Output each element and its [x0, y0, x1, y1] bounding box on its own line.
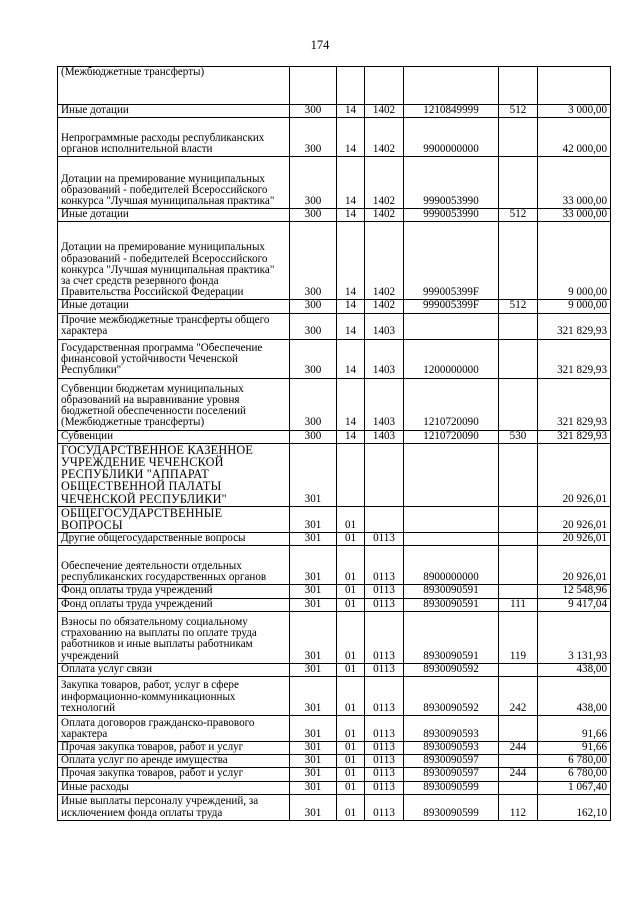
row-target-article-code: 8930090599 [404, 781, 499, 794]
table-row [58, 742, 611, 755]
row-expense-type-code [499, 755, 538, 768]
row-subsection-code [365, 67, 404, 105]
row-name: Государственная программа "Обеспечение финансовой устойчивости Чеченской Республики" [58, 339, 290, 378]
row-expense-type-code [499, 313, 538, 339]
row-section-code: 01 [337, 585, 365, 598]
row-section-code: 01 [337, 794, 365, 820]
row-name: Оплата услуг связи [58, 663, 290, 676]
row-expense-type-code [499, 716, 538, 742]
row-subsection-code: 1403 [365, 378, 404, 430]
row-subsection-code: 1403 [365, 313, 404, 339]
row-expense-type-code [499, 533, 538, 546]
row-section-code: 14 [337, 105, 365, 118]
row-section-code: 01 [337, 611, 365, 663]
row-expense-type-code: 512 [499, 105, 538, 118]
row-expense-type-code: 512 [499, 300, 538, 313]
row-subsection-code: 1402 [365, 300, 404, 313]
row-name: Иные расходы [58, 781, 290, 794]
row-name: Фонд оплаты труда учреждений [58, 585, 290, 598]
row-section-code: 14 [337, 222, 365, 300]
table-row [58, 506, 611, 532]
row-ministry-code: 300 [290, 430, 337, 443]
row-ministry-code: 301 [290, 794, 337, 820]
row-amount: 6 780,00 [538, 768, 611, 781]
row-section-code: 14 [337, 118, 365, 157]
row-amount: 321 829,93 [538, 313, 611, 339]
row-name: Иные выплаты персоналу учреждений, за исключением фонда оплаты труда [58, 794, 290, 820]
row-name: Взносы по обязательному социальному страхованию на выплаты по оплате труда работников и иные выплаты работникам учреждений [58, 611, 290, 663]
table-row [58, 663, 611, 676]
table-row [58, 339, 611, 378]
row-expense-type-code [499, 67, 538, 105]
row-subsection-code: 0113 [365, 742, 404, 755]
row-subsection-code: 1402 [365, 157, 404, 209]
row-expense-type-code [499, 506, 538, 532]
row-name: Прочие межбюджетные трансферты общего характера [58, 313, 290, 339]
row-ministry-code: 301 [290, 677, 337, 716]
table-row [58, 533, 611, 546]
row-target-article-code: 8930090597 [404, 768, 499, 781]
row-ministry-code: 301 [290, 506, 337, 532]
row-ministry-code: 301 [290, 742, 337, 755]
table-row [58, 67, 611, 105]
row-expense-type-code [499, 443, 538, 506]
row-target-article-code: 1210720090 [404, 378, 499, 430]
row-amount: 20 926,01 [538, 546, 611, 585]
table-row [58, 157, 611, 209]
row-section-code: 14 [337, 209, 365, 222]
row-ministry-code: 300 [290, 209, 337, 222]
row-subsection-code: 1402 [365, 209, 404, 222]
row-subsection-code: 1402 [365, 105, 404, 118]
table-row [58, 378, 611, 430]
row-subsection-code: 0113 [365, 598, 404, 611]
row-expense-type-code [499, 585, 538, 598]
row-subsection-code [365, 506, 404, 532]
row-name: Фонд оплаты труда учреждений [58, 598, 290, 611]
row-section-code: 01 [337, 768, 365, 781]
row-name: Дотации на премирование муниципальных образований - победителей Всероссийского конкурса "Лучшая муниципальная практика" [58, 157, 290, 209]
row-section-code: 14 [337, 339, 365, 378]
row-section-code: 01 [337, 546, 365, 585]
row-amount: 91,66 [538, 742, 611, 755]
row-ministry-code: 300 [290, 222, 337, 300]
row-amount: 20 926,01 [538, 533, 611, 546]
row-target-article-code: 9990053990 [404, 209, 499, 222]
row-amount: 6 780,00 [538, 755, 611, 768]
table-row [58, 677, 611, 716]
row-target-article-code [404, 443, 499, 506]
row-section-code: 01 [337, 716, 365, 742]
table-row [58, 794, 611, 820]
row-amount: 12 548,96 [538, 585, 611, 598]
row-expense-type-code: 512 [499, 209, 538, 222]
row-section-code: 01 [337, 533, 365, 546]
table-row [58, 781, 611, 794]
row-amount: 33 000,00 [538, 209, 611, 222]
row-amount: 20 926,01 [538, 506, 611, 532]
row-section-code: 01 [337, 755, 365, 768]
row-subsection-code: 1403 [365, 339, 404, 378]
row-target-article-code: 8930090593 [404, 716, 499, 742]
row-ministry-code: 301 [290, 768, 337, 781]
row-expense-type-code [499, 378, 538, 430]
table-row [58, 430, 611, 443]
table-row [58, 546, 611, 585]
row-amount: 9 000,00 [538, 300, 611, 313]
row-name: Дотации на премирование муниципальных образований - победителей Всероссийского конкурса "Лучшая муниципальная практика" за счет средств резервного фонда Правительства Российской Федерации [58, 222, 290, 300]
row-target-article-code [404, 506, 499, 532]
row-name: (Межбюджетные трансферты) [58, 67, 290, 105]
row-expense-type-code [499, 663, 538, 676]
row-subsection-code: 0113 [365, 585, 404, 598]
row-name: Непрограммные расходы республиканских органов исполнительной власти [58, 118, 290, 157]
row-amount: 3 000,00 [538, 105, 611, 118]
row-target-article-code: 9990053990 [404, 157, 499, 209]
row-subsection-code: 1403 [365, 430, 404, 443]
row-section-code [337, 443, 365, 506]
table-row [58, 118, 611, 157]
row-section-code: 01 [337, 663, 365, 676]
row-expense-type-code: 244 [499, 768, 538, 781]
row-ministry-code: 301 [290, 781, 337, 794]
row-amount: 9 000,00 [538, 222, 611, 300]
row-ministry-code: 300 [290, 313, 337, 339]
row-target-article-code: 1210849999 [404, 105, 499, 118]
row-expense-type-code [499, 546, 538, 585]
row-ministry-code: 300 [290, 339, 337, 378]
table-body [58, 67, 611, 821]
row-subsection-code: 0113 [365, 677, 404, 716]
row-section-code: 14 [337, 300, 365, 313]
row-target-article-code: 999005399F [404, 222, 499, 300]
row-subsection-code: 1402 [365, 222, 404, 300]
row-expense-type-code [499, 118, 538, 157]
row-amount: 91,66 [538, 716, 611, 742]
row-section-code: 01 [337, 598, 365, 611]
table-row [58, 611, 611, 663]
row-expense-type-code [499, 339, 538, 378]
row-target-article-code: 8900000000 [404, 546, 499, 585]
row-amount: 33 000,00 [538, 157, 611, 209]
row-amount: 1 067,40 [538, 781, 611, 794]
row-ministry-code: 300 [290, 300, 337, 313]
row-subsection-code: 0113 [365, 781, 404, 794]
table-row [58, 105, 611, 118]
row-name: Иные дотации [58, 105, 290, 118]
row-amount: 321 829,93 [538, 339, 611, 378]
row-target-article-code: 8930090597 [404, 755, 499, 768]
row-name: Субвенции [58, 430, 290, 443]
row-ministry-code: 301 [290, 663, 337, 676]
row-name: Закупка товаров, работ, услуг в сфере информационно-коммуникационных технологий [58, 677, 290, 716]
row-ministry-code: 300 [290, 118, 337, 157]
row-subsection-code: 0113 [365, 768, 404, 781]
row-target-article-code: 1210720090 [404, 430, 499, 443]
table-row [58, 313, 611, 339]
row-ministry-code: 301 [290, 716, 337, 742]
row-target-article-code [404, 313, 499, 339]
row-section-code: 14 [337, 378, 365, 430]
row-subsection-code: 0113 [365, 533, 404, 546]
row-target-article-code: 8930090591 [404, 585, 499, 598]
table-row [58, 716, 611, 742]
row-name: Прочая закупка товаров, работ и услуг [58, 742, 290, 755]
row-section-code: 01 [337, 506, 365, 532]
row-expense-type-code [499, 781, 538, 794]
row-name: Иные дотации [58, 300, 290, 313]
row-ministry-code: 301 [290, 585, 337, 598]
row-subsection-code: 0113 [365, 663, 404, 676]
row-amount: 3 131,93 [538, 611, 611, 663]
row-target-article-code: 8930090592 [404, 677, 499, 716]
row-ministry-code: 300 [290, 157, 337, 209]
row-target-article-code: 999005399F [404, 300, 499, 313]
row-subsection-code: 0113 [365, 611, 404, 663]
row-ministry-code: 301 [290, 611, 337, 663]
row-amount: 321 829,93 [538, 378, 611, 430]
row-ministry-code: 301 [290, 443, 337, 506]
row-expense-type-code: 112 [499, 794, 538, 820]
row-target-article-code: 8930090591 [404, 598, 499, 611]
row-amount: 9 417,04 [538, 598, 611, 611]
row-subsection-code: 1402 [365, 118, 404, 157]
row-target-article-code: 9900000000 [404, 118, 499, 157]
row-expense-type-code: 111 [499, 598, 538, 611]
row-section-code: 01 [337, 781, 365, 794]
row-target-article-code [404, 67, 499, 105]
row-amount: 162,10 [538, 794, 611, 820]
table-row [58, 768, 611, 781]
row-name: ГОСУДАРСТВЕННОЕ КАЗЕННОЕ УЧРЕЖДЕНИЕ ЧЕЧЕНСКОЙ РЕСПУБЛИКИ "АППАРАТ ОБЩЕСТВЕННОЙ ПАЛАТЫ ЧЕЧЕНСКОЙ РЕСПУБЛИКИ" [58, 443, 290, 506]
row-ministry-code: 301 [290, 546, 337, 585]
row-amount: 321 829,93 [538, 430, 611, 443]
row-target-article-code: 8930090591 [404, 611, 499, 663]
table-row [58, 755, 611, 768]
row-section-code [337, 67, 365, 105]
row-subsection-code: 0113 [365, 794, 404, 820]
row-target-article-code: 8930090593 [404, 742, 499, 755]
row-subsection-code [365, 443, 404, 506]
row-expense-type-code: 244 [499, 742, 538, 755]
row-target-article-code: 8930090592 [404, 663, 499, 676]
row-name: Прочая закупка товаров, работ и услуг [58, 768, 290, 781]
table-row [58, 300, 611, 313]
row-subsection-code: 0113 [365, 755, 404, 768]
row-subsection-code: 0113 [365, 546, 404, 585]
row-name: Оплата договоров гражданско-правового характера [58, 716, 290, 742]
row-section-code: 01 [337, 677, 365, 716]
row-amount: 42 000,00 [538, 118, 611, 157]
row-name: ОБЩЕГОСУДАРСТВЕННЫЕ ВОПРОСЫ [58, 506, 290, 532]
row-amount: 20 926,01 [538, 443, 611, 506]
row-target-article-code: 1200000000 [404, 339, 499, 378]
table-row [58, 443, 611, 506]
row-name: Другие общегосударственные вопросы [58, 533, 290, 546]
row-name: Оплата услуг по аренде имущества [58, 755, 290, 768]
row-name: Субвенции бюджетам муниципальных образований на выравнивание уровня бюджетной обеспеченности поселений (Межбюджетные трансферты) [58, 378, 290, 430]
row-amount: 438,00 [538, 677, 611, 716]
row-expense-type-code: 242 [499, 677, 538, 716]
row-ministry-code: 301 [290, 598, 337, 611]
row-ministry-code: 300 [290, 105, 337, 118]
row-ministry-code: 301 [290, 533, 337, 546]
row-amount: 438,00 [538, 663, 611, 676]
row-section-code: 01 [337, 742, 365, 755]
row-ministry-code [290, 67, 337, 105]
row-subsection-code: 0113 [365, 716, 404, 742]
row-expense-type-code [499, 157, 538, 209]
row-name: Иные дотации [58, 209, 290, 222]
row-expense-type-code: 530 [499, 430, 538, 443]
row-target-article-code [404, 533, 499, 546]
table-row [58, 585, 611, 598]
table-row [58, 598, 611, 611]
row-ministry-code: 300 [290, 378, 337, 430]
row-ministry-code: 301 [290, 755, 337, 768]
row-target-article-code: 8930090599 [404, 794, 499, 820]
row-amount [538, 67, 611, 105]
row-section-code: 14 [337, 430, 365, 443]
page-number: 174 [310, 38, 330, 52]
row-section-code: 14 [337, 313, 365, 339]
budget-table [57, 66, 611, 821]
row-name: Обеспечение деятельности отдельных республиканских государственных органов [58, 546, 290, 585]
table-row [58, 209, 611, 222]
row-expense-type-code: 119 [499, 611, 538, 663]
row-expense-type-code [499, 222, 538, 300]
table-row [58, 222, 611, 300]
row-section-code: 14 [337, 157, 365, 209]
